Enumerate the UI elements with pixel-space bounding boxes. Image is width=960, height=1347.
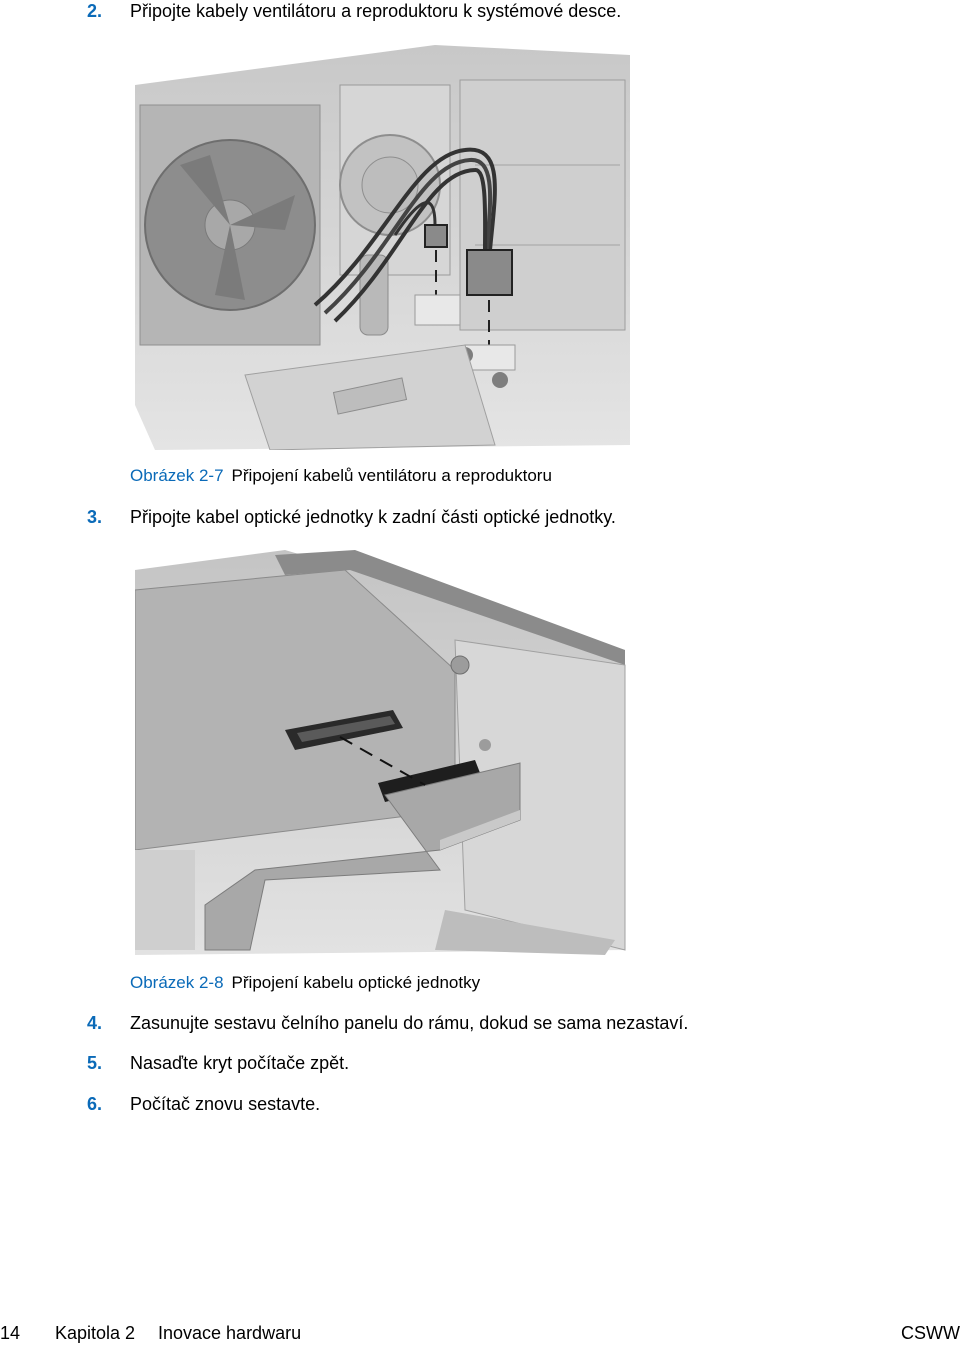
optical-drive-cable-illustration [135, 550, 630, 960]
step-number: 4. [87, 1013, 103, 1033]
step-text: Připojte kabely ventilátoru a reproduktoru k systémové desce. [130, 1, 622, 21]
step-number: 2. [87, 1, 103, 21]
fan-speaker-cable-illustration [135, 45, 630, 450]
figure-caption-text: Připojení kabelu optické jednotky [231, 973, 481, 992]
page-number: 14 [0, 1323, 21, 1343]
step-number: 5. [87, 1053, 103, 1073]
figure-label: Obrázek 2-8 [130, 973, 224, 992]
figure-caption-2-7 [130, 465, 552, 487]
figure-caption-2-8 [130, 972, 480, 994]
step-text: Počítač znovu sestavte. [130, 1094, 321, 1114]
figure-caption-text: Připojení kabelů ventilátoru a reproduktoru [231, 466, 552, 485]
step-text: Zasunujte sestavu čelního panelu do rámu, dokud se sama nezastaví. [130, 1013, 689, 1033]
step-number: 3. [87, 507, 103, 527]
chapter-label: Kapitola 2 [55, 1323, 136, 1343]
step-text: Nasaďte kryt počítače zpět. [130, 1053, 350, 1073]
chapter-title: Inovace hardwaru [158, 1323, 302, 1343]
step-text: Připojte kabel optické jednotky k zadní části optické jednotky. [130, 507, 616, 527]
figure-label: Obrázek 2-7 [130, 466, 224, 485]
step-number: 6. [87, 1094, 103, 1114]
locale-code: CSWW [901, 1323, 960, 1343]
